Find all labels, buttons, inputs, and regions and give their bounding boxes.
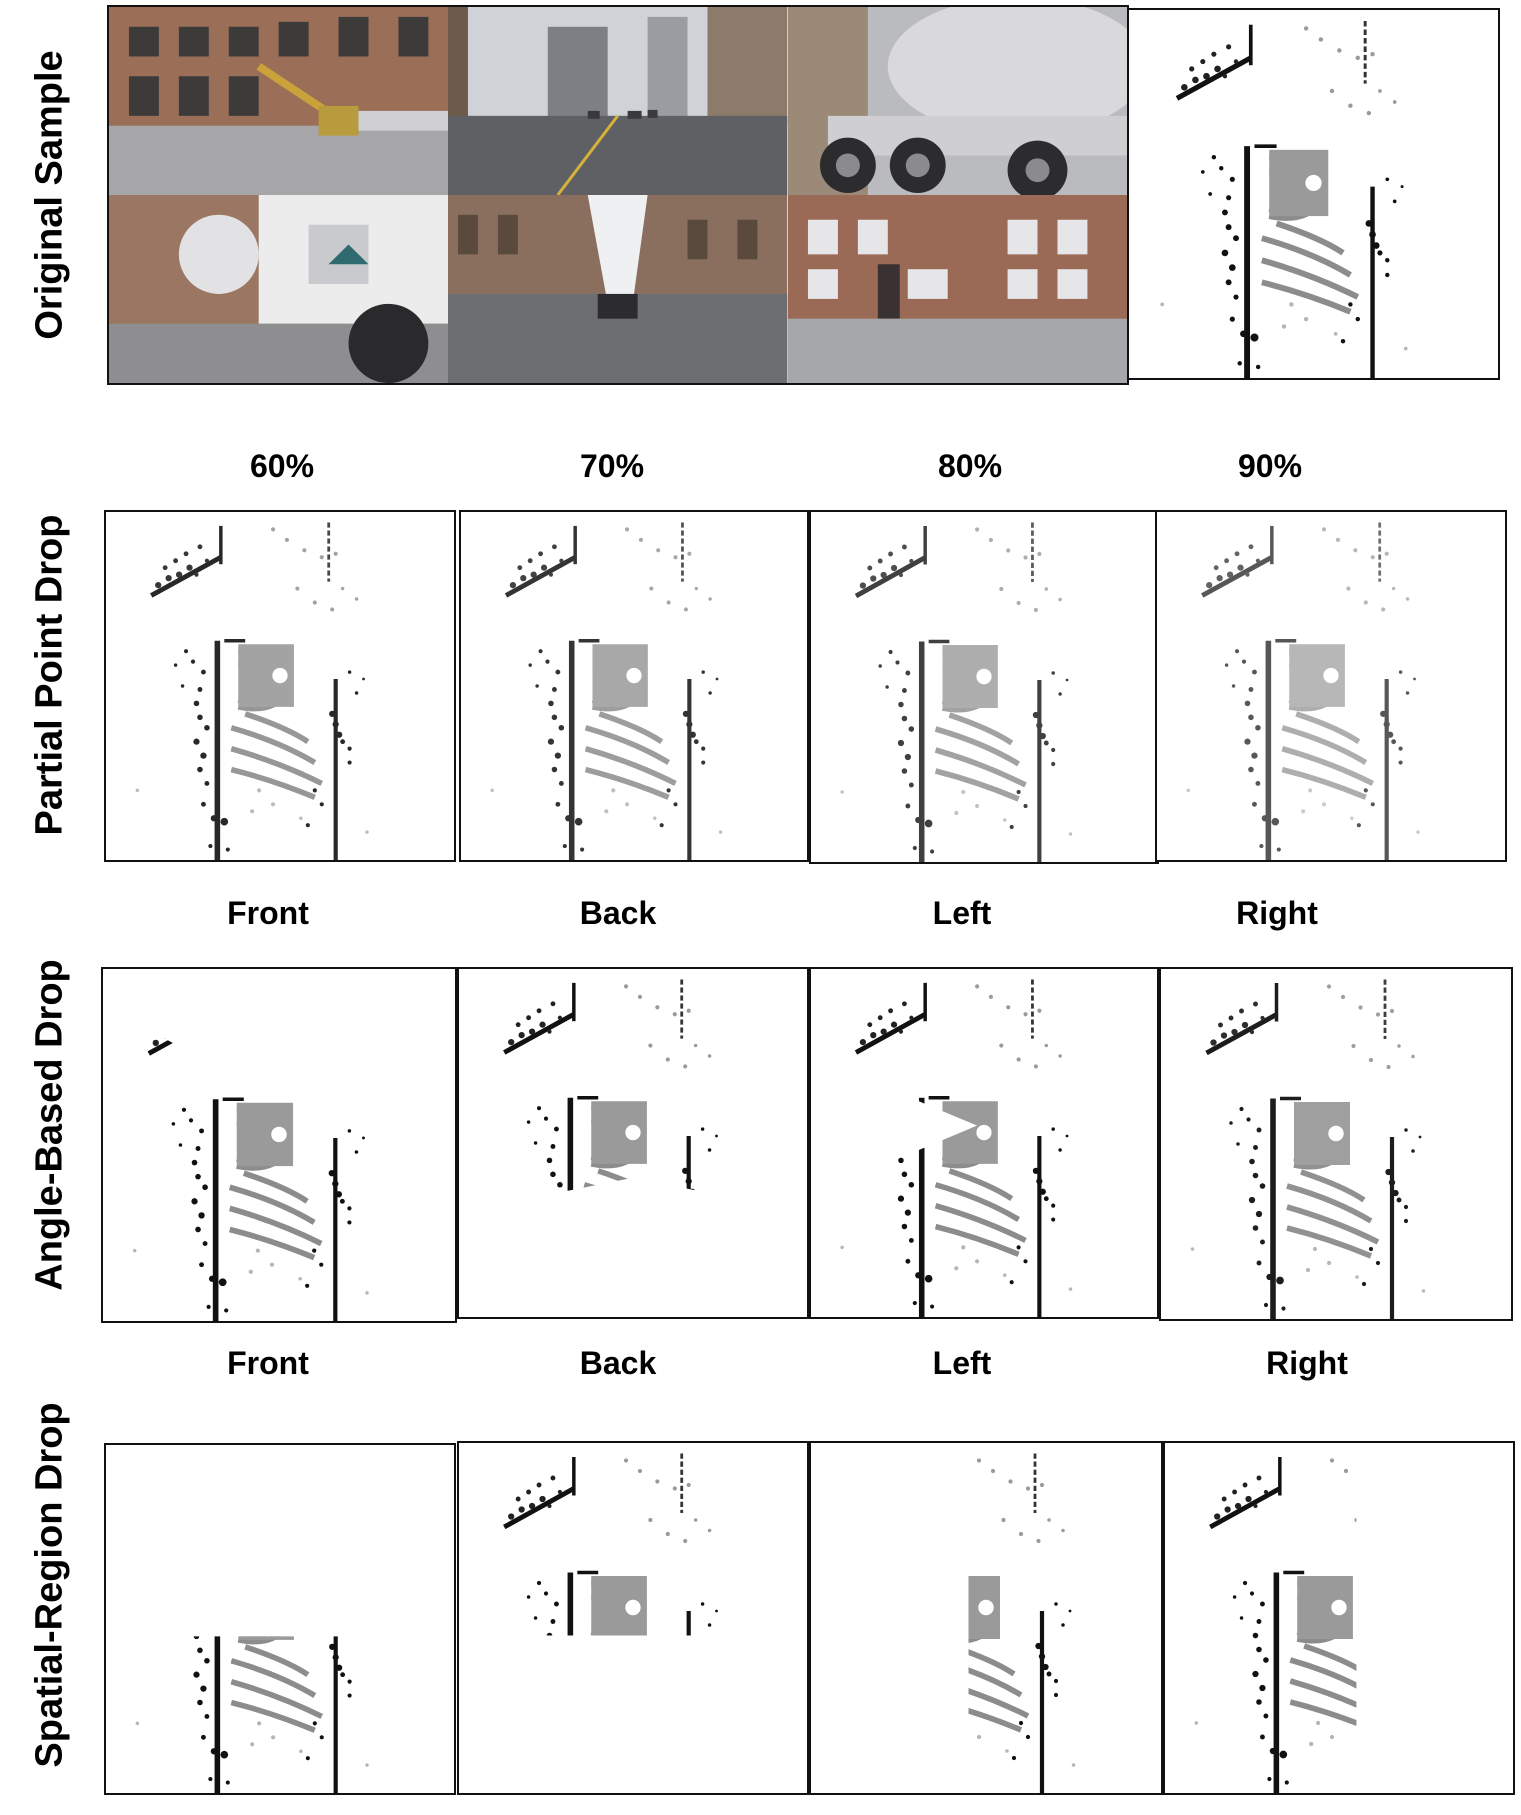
row-label-original-sample: Original Sample bbox=[28, 50, 71, 340]
spatial-col-label-front: Front bbox=[227, 1345, 309, 1381]
col-label-70: 70% bbox=[579, 448, 645, 484]
camera-image-front bbox=[448, 7, 787, 195]
angle-drop-back-bev bbox=[457, 967, 809, 1319]
spatial-col-label-left: Left bbox=[932, 1345, 992, 1381]
col-label-90: 90% bbox=[1237, 448, 1303, 484]
row-label-spatial-region-drop: Spatial-Region Drop bbox=[28, 1402, 71, 1768]
spatial-drop-right-bev bbox=[1163, 1441, 1515, 1795]
spatial-drop-left-bev bbox=[809, 1441, 1163, 1795]
spatial-drop-front-bev bbox=[104, 1443, 456, 1795]
partial-drop-90-bev bbox=[1155, 510, 1507, 862]
angle-drop-left-bev bbox=[809, 967, 1159, 1319]
partial-drop-70-bev bbox=[459, 510, 809, 862]
camera-image-back-right bbox=[788, 195, 1127, 383]
spatial-col-label-back: Back bbox=[579, 1345, 657, 1381]
angle-drop-front-bev bbox=[101, 967, 457, 1323]
spatial-drop-back-bev bbox=[457, 1441, 809, 1795]
spatial-col-label-right: Right bbox=[1266, 1345, 1348, 1381]
camera-image-back bbox=[448, 195, 787, 383]
row-label-partial-point-drop: Partial Point Drop bbox=[28, 514, 71, 836]
camera-image-grid bbox=[107, 5, 1129, 385]
camera-image-front-right bbox=[788, 7, 1127, 195]
angle-col-label-left: Left bbox=[932, 895, 992, 931]
row-label-angle-based-drop: Angle-Based Drop bbox=[28, 959, 71, 1291]
partial-drop-60-bev bbox=[104, 510, 456, 862]
partial-drop-80-bev bbox=[809, 510, 1159, 864]
col-label-80: 80% bbox=[937, 448, 1003, 484]
angle-drop-right-bev bbox=[1159, 967, 1513, 1321]
angle-col-label-front: Front bbox=[227, 895, 309, 931]
angle-col-label-right: Right bbox=[1236, 895, 1318, 931]
camera-image-front-left bbox=[109, 7, 448, 195]
col-label-60: 60% bbox=[249, 448, 315, 484]
angle-col-label-back: Back bbox=[579, 895, 657, 931]
original-lidar-bev bbox=[1127, 8, 1500, 380]
camera-image-back-left bbox=[109, 195, 448, 383]
